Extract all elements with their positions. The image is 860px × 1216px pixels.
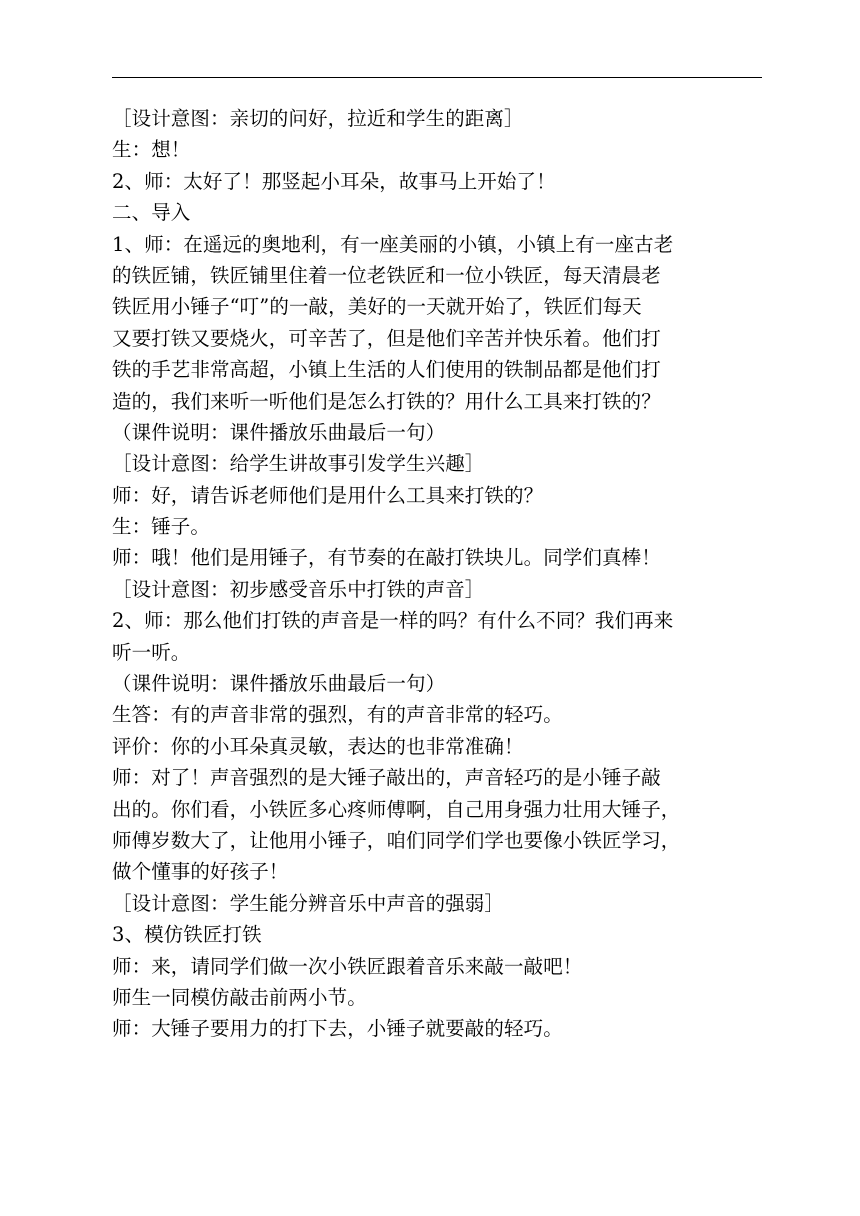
text-line: 师生一同模仿敲击前两小节。 <box>112 985 367 1009</box>
text-line: 师：来，请同学们做一次小铁匠跟着音乐来敲一敲吧！ <box>112 954 583 978</box>
text-line: 生：锤子。 <box>112 515 211 539</box>
design-intent-line: ［设计意图：初步感受音乐中打铁的声音］ <box>112 577 485 601</box>
header-rule <box>112 77 762 78</box>
text-line: 铁匠用小锤子“叮”的一敲，美好的一天就开始了，铁匠们每天 <box>112 295 642 319</box>
text-line: 又要打铁又要烧火，可辛苦了，但是他们辛苦并快乐着。他们打 <box>112 326 661 350</box>
section-heading: 二、导入 <box>112 201 191 225</box>
text-line: 评价：你的小耳朵真灵敏，表达的也非常准确！ <box>112 734 524 758</box>
design-intent-line: ［设计意图：亲切的问好，拉近和学生的距离］ <box>112 107 524 130</box>
document-body <box>112 103 764 1045</box>
text-line: 师：哦！他们是用锤子，有节奏的在敲打铁块儿。同学们真棒！ <box>112 546 661 570</box>
courseware-note-line: （课件说明：课件播放乐曲最后一句） <box>112 420 446 444</box>
subsection-heading: 3、模仿铁匠打铁 <box>112 923 262 947</box>
text-line: 1、师：在遥远的奥地利，有一座美丽的小镇，小镇上有一座古老 <box>112 232 674 256</box>
text-line: 造的，我们来听一听他们是怎么打铁的？用什么工具来打铁的？ <box>112 389 661 413</box>
text-line: 师：对了！声音强烈的是大锤子敲出的，声音轻巧的是小锤子敲 <box>112 766 661 790</box>
text-line: 师傅岁数大了，让他用小锤子，咱们同学们学也要像小铁匠学习， <box>112 828 681 852</box>
text-line: 铁的手艺非常高超，小镇上生活的人们使用的铁制品都是他们打 <box>112 358 661 382</box>
text-line: 听一听。 <box>112 640 191 664</box>
design-intent-line: ［设计意图：给学生讲故事引发学生兴趣］ <box>112 452 485 476</box>
text-line: 师：好，请告诉老师他们是用什么工具来打铁的？ <box>112 483 544 507</box>
text-line: 的铁匠铺，铁匠铺里住着一位老铁匠和一位小铁匠，每天清晨老 <box>112 263 661 287</box>
text-line: 2、师：那么他们打铁的声音是一样的吗？有什么不同？我们再来 <box>112 609 674 633</box>
text-line: 师：大锤子要用力的打下去，小锤子就要敲的轻巧。 <box>112 1017 563 1041</box>
text-line: 生答：有的声音非常的强烈，有的声音非常的轻巧。 <box>112 703 563 727</box>
text-line: 出的。你们看，小铁匠多心疼师傅啊，自己用身强力壮用大锤子， <box>112 797 681 821</box>
text-line: 做个懂事的好孩子！ <box>112 860 289 884</box>
text-line: 2、师：太好了！那竖起小耳朵，故事马上开始了！ <box>112 169 556 193</box>
courseware-note-line: （课件说明：课件播放乐曲最后一句） <box>112 672 446 696</box>
design-intent-line: ［设计意图：学生能分辨音乐中声音的强弱］ <box>112 891 505 915</box>
text-line: 生：想！ <box>112 138 191 162</box>
